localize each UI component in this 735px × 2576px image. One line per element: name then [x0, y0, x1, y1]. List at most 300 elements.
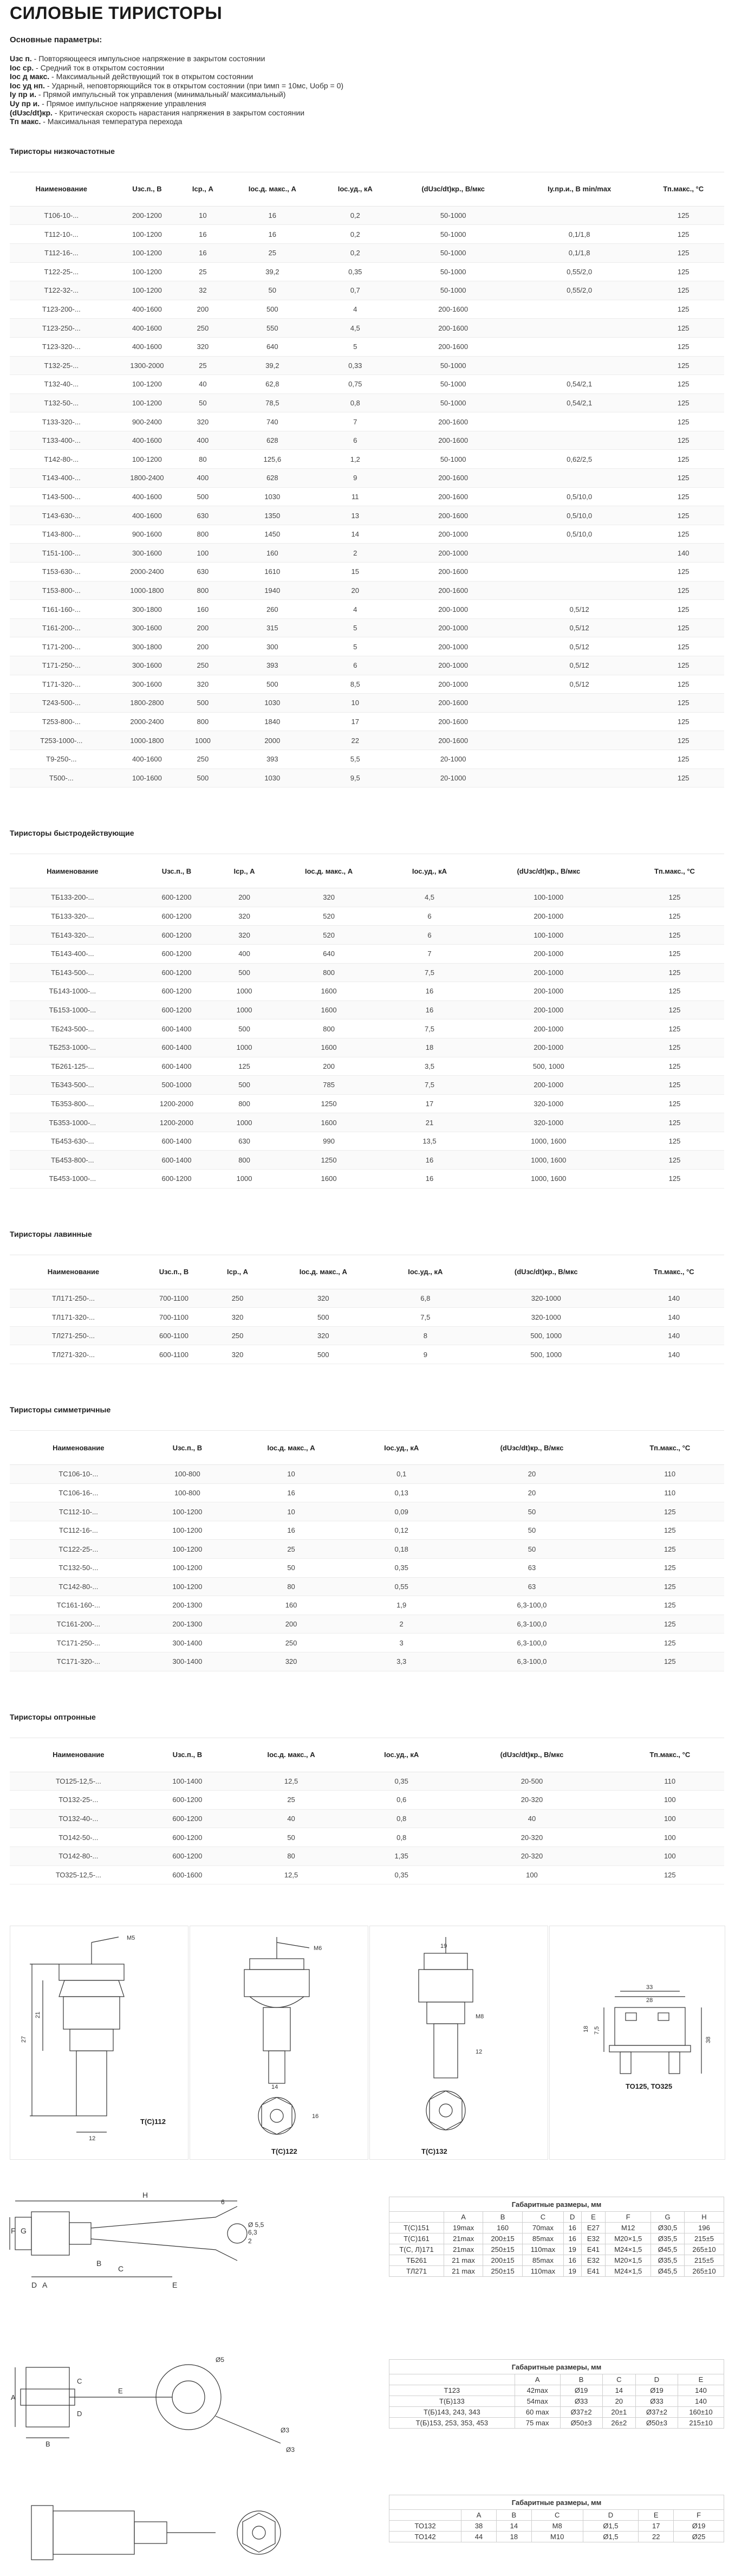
dim-cell: 20±1	[602, 2407, 635, 2418]
table-cell: 0,18	[355, 1540, 448, 1559]
table-row	[10, 1076, 724, 1095]
table-cell: ТБ353-1000-...	[10, 1113, 135, 1132]
dim-6-3: 6,3	[248, 2229, 257, 2237]
to-dim-28: 28	[646, 1997, 653, 2004]
table-cell: 300-1600	[113, 618, 181, 637]
table-cell: 50	[448, 1502, 615, 1521]
drawing-t132	[369, 1926, 548, 2160]
table-cell: ТЛ271-320-...	[10, 1345, 137, 1364]
dim-cell: 70max	[523, 2223, 564, 2233]
table-cell: 400	[181, 431, 224, 450]
tablet-dim-5: Ø5	[216, 2356, 225, 2364]
table-row	[10, 581, 724, 600]
table-cell: 100-1200	[147, 1559, 227, 1578]
table-cell: 320	[181, 675, 224, 694]
table-cell: ТБ353-800-...	[10, 1094, 135, 1113]
dim-row	[389, 2418, 724, 2429]
table-cell: 1000, 1600	[472, 1151, 625, 1170]
table-cell: 400-1600	[113, 300, 181, 319]
dim-cell: 16	[563, 2233, 581, 2244]
table-cell	[516, 356, 643, 375]
table-row	[10, 1634, 724, 1652]
table-cell: ТБ133-200-...	[10, 888, 135, 907]
definition-desc: - Повторяющееся импульсное напряжение в закрытом состоянии	[31, 54, 265, 63]
table-cell: 125	[616, 1596, 724, 1615]
table-row	[10, 656, 724, 675]
dim-cell: 14	[496, 2521, 531, 2532]
dim-cell: М24×1,5	[606, 2266, 651, 2277]
dim-cell: Е32	[581, 2233, 606, 2244]
table-row	[10, 450, 724, 469]
table-row	[10, 1540, 724, 1559]
table-cell: 2000-2400	[113, 563, 181, 582]
dim-cell: Е41	[581, 2266, 606, 2277]
dim-cell: Ø19	[636, 2385, 678, 2396]
dim-row	[389, 2233, 724, 2244]
table-cell: 1600	[271, 1113, 387, 1132]
table-cell: 600-1400	[135, 1057, 218, 1076]
table-cell: 100-1200	[113, 262, 181, 281]
table-cell: 200-1600	[390, 300, 516, 319]
dim-cell: 19	[563, 2244, 581, 2255]
table-cell: 125	[642, 319, 724, 338]
table-cell: 12,5	[227, 1772, 355, 1791]
table-cell: 25	[225, 243, 321, 262]
table-cell: 300-1600	[113, 656, 181, 675]
table-cell: 125	[616, 1521, 724, 1540]
t112-dim-27: 27	[21, 2036, 27, 2043]
table-cell: ТБ143-320-...	[10, 926, 135, 945]
table-row	[10, 963, 724, 982]
table-cell: ТС122-25-...	[10, 1540, 147, 1559]
table-cell: 200-1000	[390, 544, 516, 563]
table-cell: 400	[181, 469, 224, 488]
table-cell: 2000	[225, 731, 321, 750]
table-cell: 6	[387, 926, 472, 945]
table-cell: ТЛ171-320-...	[10, 1308, 137, 1327]
table-cell: 1600	[271, 1038, 387, 1057]
header-row	[10, 172, 724, 206]
definition-desc: - Критическая скорость нарастания напряжения в закрытом состоянии	[52, 108, 305, 117]
tablet-letter-b: B	[45, 2440, 50, 2449]
dim-cell: ТО142	[389, 2532, 461, 2542]
column-header: Iср., А	[211, 1255, 264, 1289]
table-row	[10, 1596, 724, 1615]
table-cell: 125	[625, 963, 724, 982]
table-cell: 200-1000	[472, 944, 625, 963]
table-row	[10, 944, 724, 963]
table-cell: 100-1200	[147, 1502, 227, 1521]
table-cell: 320	[271, 888, 387, 907]
table-cell: 125	[642, 412, 724, 431]
drawings-section	[10, 1926, 724, 2576]
table-row	[10, 1289, 724, 1308]
column-header: Iос.уд., кА	[355, 1431, 448, 1465]
table-row	[10, 731, 724, 750]
table-cell: 1800-2400	[113, 469, 181, 488]
table-cell: 11	[320, 487, 390, 506]
header-row	[10, 1255, 724, 1289]
table-row	[10, 1865, 724, 1884]
column-header: (dUзс/dt)кр., В/мкс	[469, 1255, 623, 1289]
table-cell: 100-1000	[472, 888, 625, 907]
table-cell: 500	[225, 300, 321, 319]
table-cell: 5,5	[320, 750, 390, 769]
dim-cell: 200±15	[483, 2233, 523, 2244]
dim-cell: Ø1,5	[583, 2521, 639, 2532]
dim-cell: Ø37±2	[636, 2407, 678, 2418]
definition-desc: - Максимальная температура перехода	[41, 117, 183, 126]
table-cell: 125	[625, 1094, 724, 1113]
table-cell: 125	[642, 356, 724, 375]
table-row	[10, 1326, 724, 1345]
table-cell: ТС161-160-...	[10, 1596, 147, 1615]
to-dim-18: 18	[583, 2025, 589, 2033]
table-cell: 1000, 1600	[472, 1132, 625, 1151]
dim-cell: Ø19	[674, 2521, 724, 2532]
table-cell: 200-1000	[472, 1038, 625, 1057]
dim-cell: М20×1,5	[606, 2233, 651, 2244]
table-cell: 0,1	[355, 1465, 448, 1484]
table-cell: 7,5	[382, 1308, 469, 1327]
t112-dim-21: 21	[35, 2011, 41, 2019]
table-cell: 200-1600	[390, 694, 516, 713]
table-row	[10, 487, 724, 506]
table-cell: 400-1600	[113, 750, 181, 769]
table-cell: 0,33	[320, 356, 390, 375]
table-row	[10, 982, 724, 1001]
definition-item	[10, 63, 724, 73]
table-cell: 0,35	[355, 1559, 448, 1578]
table-cell: 100-1200	[113, 243, 181, 262]
table-cell: 1,9	[355, 1596, 448, 1615]
table-row	[10, 1559, 724, 1578]
table-cell: 7,5	[387, 1076, 472, 1095]
dim-cell: 19max	[444, 2223, 483, 2233]
table-cell: 100-1400	[147, 1772, 227, 1791]
table-cell: 300-1600	[113, 544, 181, 563]
table-cell: 300-1800	[113, 637, 181, 656]
column-header: Наименование	[10, 854, 135, 888]
table-cell: 1000-1800	[113, 731, 181, 750]
table-cell: 6	[320, 431, 390, 450]
table-cell: 125	[642, 750, 724, 769]
table-cell	[516, 544, 643, 563]
table-cell: 100	[616, 1847, 724, 1865]
table-cell: 0,55/2,0	[516, 281, 643, 300]
table-cell: 125	[625, 1170, 724, 1189]
table-row	[10, 337, 724, 356]
table-cell: 250	[181, 656, 224, 675]
table-cell: 600-1200	[147, 1828, 227, 1847]
table-cell: 16	[227, 1521, 355, 1540]
table-cell: 50-1000	[390, 262, 516, 281]
definition-term: Tп макс.	[10, 117, 41, 126]
table-cell: 1200-2000	[135, 1113, 218, 1132]
table-cell: 630	[181, 563, 224, 582]
table-cell: 16	[387, 982, 472, 1001]
table-cell: 200-1300	[147, 1596, 227, 1615]
table-cell: 800	[181, 581, 224, 600]
dim-cell: Т(С)161	[389, 2233, 444, 2244]
section-title: Тиристоры лавинные	[10, 1229, 92, 1238]
table-cell: 0,35	[320, 262, 390, 281]
table-cell: 40	[448, 1809, 615, 1828]
table-row	[10, 1847, 724, 1865]
table-cell: Т132-25-...	[10, 356, 113, 375]
column-header: Iос.д. макс., А	[227, 1431, 355, 1465]
table-cell: 400-1600	[113, 506, 181, 525]
table-cell: 260	[225, 600, 321, 619]
table-cell: Т151-100-...	[10, 544, 113, 563]
dim-cell: 21max	[444, 2244, 483, 2255]
table-cell: 140	[623, 1308, 724, 1327]
table-cell: Т171-200-...	[10, 637, 113, 656]
table-row	[10, 544, 724, 563]
t122-dim-16: 16	[312, 2113, 319, 2120]
table-cell: 1000-1800	[113, 581, 181, 600]
table-cell: 20-320	[448, 1791, 615, 1810]
column-header: Iу.пр.и., В min/max	[516, 172, 643, 206]
column-header: (dUзс/dt)кр., В/мкс	[448, 1738, 615, 1772]
section-title: Тиристоры быстродействующие	[10, 829, 134, 838]
table-cell: 25	[181, 262, 224, 281]
table-row	[10, 1000, 724, 1019]
table-cell: Т143-630-...	[10, 506, 113, 525]
table-row	[10, 769, 724, 787]
table-cell: 200-1600	[390, 412, 516, 431]
table-cell: 100-1600	[113, 769, 181, 787]
column-header: Iос.уд., кА	[387, 854, 472, 888]
table-cell: 800	[271, 1019, 387, 1038]
table-cell: 110	[616, 1772, 724, 1791]
table-row	[10, 1132, 724, 1151]
table-cell: 125	[625, 1057, 724, 1076]
table-cell: ТБ253-1000-...	[10, 1038, 135, 1057]
table-row	[10, 469, 724, 488]
table-cell: ТБ153-1000-...	[10, 1000, 135, 1019]
dim-cell: 20	[602, 2396, 635, 2407]
table-cell: 80	[227, 1577, 355, 1596]
header-row	[10, 1738, 724, 1772]
dim-cell: Ø50±3	[636, 2418, 678, 2429]
table-cell: 39,2	[225, 262, 321, 281]
drawing-t112	[10, 1926, 188, 2160]
table-cell: 700-1100	[137, 1308, 211, 1327]
table-cell: 600-1200	[135, 926, 218, 945]
table-cell: 100	[181, 544, 224, 563]
table-cell: 16	[181, 243, 224, 262]
table-cell: Т153-630-...	[10, 563, 113, 582]
t132-dim-m8: М8	[476, 2013, 484, 2020]
tablet-dim-3a: Ø3	[281, 2426, 290, 2435]
table-row	[10, 1019, 724, 1038]
dim-cell: 16	[563, 2223, 581, 2233]
table-row	[10, 375, 724, 394]
table-cell: 300-1400	[147, 1652, 227, 1671]
table-cell: ТС171-320-...	[10, 1652, 147, 1671]
table-cell: ТБ453-630-...	[10, 1132, 135, 1151]
dim-cell: 60 max	[515, 2407, 560, 2418]
dim-table-title: Габаритные размеры, мм	[389, 2495, 724, 2510]
table-cell: 10	[181, 206, 224, 225]
table-cell: Т106-10-...	[10, 206, 113, 225]
table-row	[10, 1038, 724, 1057]
column-header: (dUзс/dt)кр., В/мкс	[390, 172, 516, 206]
table-cell: 800	[218, 1094, 271, 1113]
table-cell: 0,6	[355, 1791, 448, 1810]
dim-cell: Ø25	[674, 2532, 724, 2542]
table-cell: ТО325-12,5-...	[10, 1865, 147, 1884]
column-header: Iср., А	[218, 854, 271, 888]
dim-table-opto	[389, 2495, 724, 2542]
table-cell: 200	[218, 888, 271, 907]
dim-row	[389, 2532, 724, 2542]
table-cell: 50	[448, 1521, 615, 1540]
dim-2: 2	[248, 2237, 252, 2245]
dim-cell: 75 max	[515, 2418, 560, 2429]
table-cell: 520	[271, 926, 387, 945]
table-cell: ТБ453-1000-...	[10, 1170, 135, 1189]
table-cell	[516, 712, 643, 731]
table-cell: 40	[181, 375, 224, 394]
table-cell: 50-1000	[390, 393, 516, 412]
table-cell: 1600	[271, 982, 387, 1001]
table-row	[10, 694, 724, 713]
table-cell: 200-1000	[390, 618, 516, 637]
table-cell: 160	[227, 1596, 355, 1615]
table-row	[10, 637, 724, 656]
table-cell: 200-1600	[390, 431, 516, 450]
table-cell: 6,8	[382, 1289, 469, 1308]
dim-column-header: E	[678, 2374, 724, 2385]
table-cell: 16	[387, 1151, 472, 1170]
table-cell: 16	[225, 206, 321, 225]
table-cell: 0,1/1,8	[516, 225, 643, 244]
table-cell: Т112-10-...	[10, 225, 113, 244]
table-cell: 0,2	[320, 225, 390, 244]
dim-letter-a: A	[42, 2281, 48, 2290]
dim-column-header	[389, 2510, 461, 2521]
table-cell: 125	[625, 1113, 724, 1132]
table-cell: 9	[382, 1345, 469, 1364]
to-dim-33: 33	[646, 1984, 653, 1991]
dim-cell: Ø45,5	[651, 2244, 685, 2255]
table-cell: 13	[320, 506, 390, 525]
table-cell: 600-1400	[135, 1132, 218, 1151]
table-cell: 320	[264, 1289, 382, 1308]
tablet-dim-3b: Ø3	[286, 2446, 295, 2454]
table-cell: 140	[623, 1326, 724, 1345]
table-cell: 50	[227, 1559, 355, 1578]
table-cell: 16	[181, 225, 224, 244]
definition-term: Uу пр и.	[10, 99, 40, 108]
table-cell	[516, 581, 643, 600]
table-cell: 0,35	[355, 1865, 448, 1884]
table-cell: 400-1600	[113, 337, 181, 356]
column-header: Iос.уд., кА	[355, 1738, 448, 1772]
table-cell: 125	[616, 1559, 724, 1578]
basic-params-title: Основные параметры:	[10, 35, 102, 44]
dim-cell: Ø33	[636, 2396, 678, 2407]
dim-row	[389, 2255, 724, 2266]
table-cell: Т132-40-...	[10, 375, 113, 394]
table-cell: 125	[642, 225, 724, 244]
table-cell: 200-1000	[472, 982, 625, 1001]
column-header: Uзс.п., В	[135, 854, 218, 888]
table-cell: 500	[225, 675, 321, 694]
dim-cell: Е32	[581, 2255, 606, 2266]
table-cell: 50	[181, 393, 224, 412]
drawing-to125	[549, 1926, 725, 2160]
table-row	[10, 525, 724, 544]
table-cell: 250	[211, 1289, 264, 1308]
definition-term: Iу пр и.	[10, 90, 36, 99]
table-row	[10, 888, 724, 907]
table-cell: 32	[181, 281, 224, 300]
section-title: Тиристоры симметричные	[10, 1405, 111, 1415]
definition-item	[10, 117, 724, 126]
table-cell: 250	[211, 1326, 264, 1345]
table-cell: 125	[616, 1577, 724, 1596]
dim-letter-b: B	[96, 2259, 102, 2268]
table-cell: 300-1600	[113, 675, 181, 694]
table-cell: 8,5	[320, 675, 390, 694]
dim-column-header: E	[581, 2212, 606, 2223]
table-cell: Т500-...	[10, 769, 113, 787]
table-cell: 1000	[218, 1038, 271, 1057]
table-cell: 600-1400	[135, 1038, 218, 1057]
table-cell: ТБ243-500-...	[10, 1019, 135, 1038]
table-row	[10, 926, 724, 945]
table-cell: ТБ453-800-...	[10, 1151, 135, 1170]
table-row	[10, 1465, 724, 1484]
table-cell: 0,8	[320, 393, 390, 412]
table-cell: 200-1000	[472, 907, 625, 926]
table-cell: 320	[211, 1345, 264, 1364]
table-cell: ТС142-80-...	[10, 1577, 147, 1596]
table-cell: Т161-160-...	[10, 600, 113, 619]
table-cell: 39,2	[225, 356, 321, 375]
column-header: Тп.макс., °С	[616, 1738, 724, 1772]
table-cell: 6,3-100,0	[448, 1634, 615, 1652]
table-cell: ТС161-200-...	[10, 1615, 147, 1634]
table-cell: 500	[264, 1345, 382, 1364]
column-header: (dUзс/dt)кр., В/мкс	[448, 1431, 615, 1465]
table-cell: Т133-400-...	[10, 431, 113, 450]
dim-table-title: Габаритные размеры, мм	[389, 2360, 724, 2374]
table-cell: 125	[625, 982, 724, 1001]
table-cell: ТС106-16-...	[10, 1483, 147, 1502]
table-cell: 160	[181, 600, 224, 619]
table-cell: 78,5	[225, 393, 321, 412]
table-cell: 600-1200	[135, 1170, 218, 1189]
section-title: Тиристоры низкочастотные	[10, 146, 115, 156]
table-cell: 125,6	[225, 450, 321, 469]
table-cell: 4	[320, 300, 390, 319]
table-cell: ТС132-50-...	[10, 1559, 147, 1578]
table-cell: 125	[642, 243, 724, 262]
table-cell: 600-1100	[137, 1326, 211, 1345]
table-cell: 125	[642, 300, 724, 319]
table-cell: 6	[320, 656, 390, 675]
table-cell: 0,54/2,1	[516, 393, 643, 412]
table-cell: 200-1600	[390, 731, 516, 750]
table-cell: ТБ143-400-...	[10, 944, 135, 963]
table-cell: 125	[625, 926, 724, 945]
table-cell: 160	[225, 544, 321, 563]
table-cell: 25	[227, 1791, 355, 1810]
